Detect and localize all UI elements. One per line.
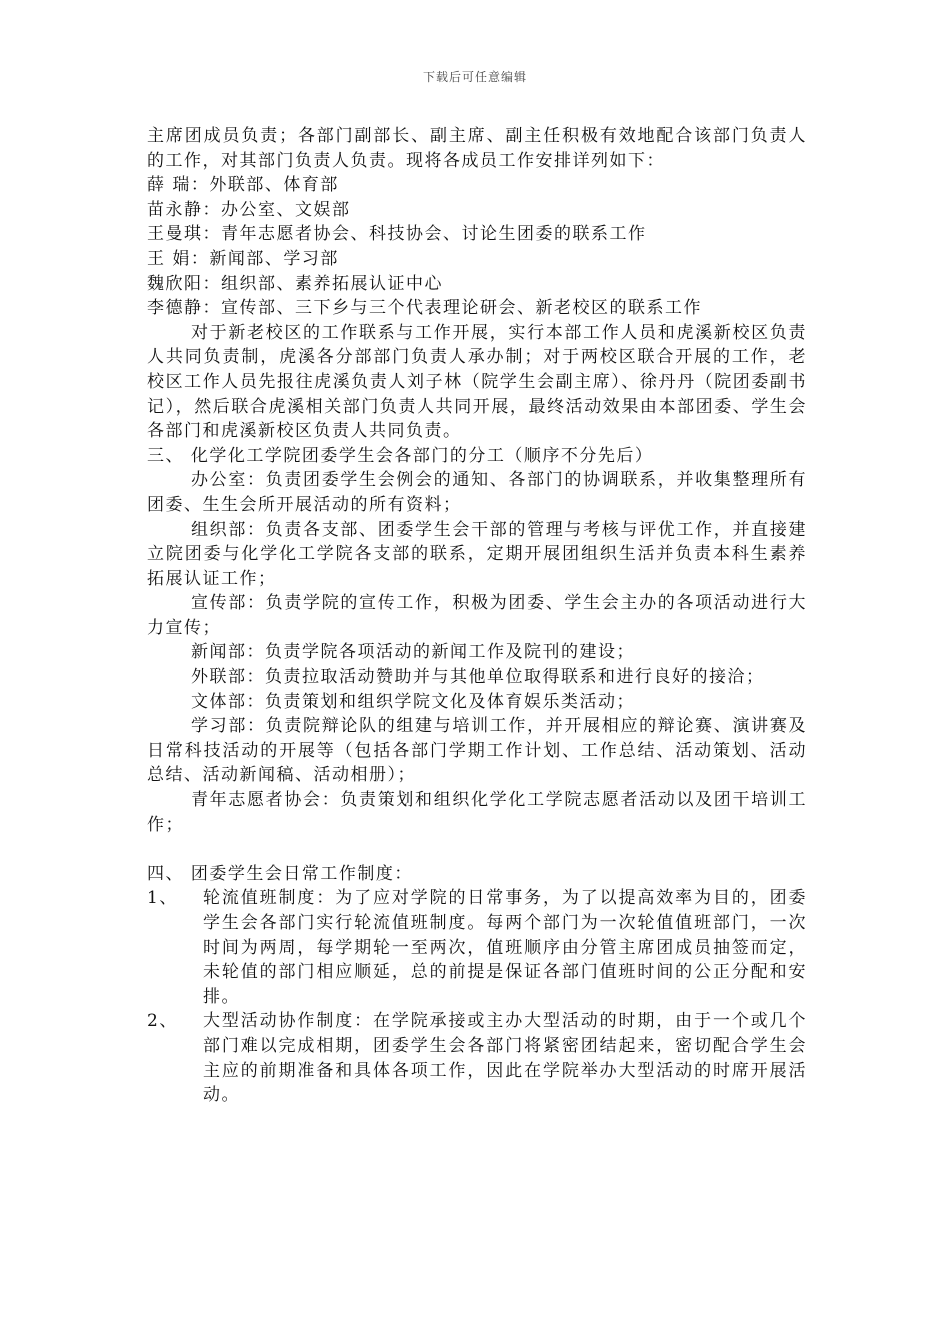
list-item-number: 1、: [147, 888, 178, 909]
dept-organization: 组织部：负责各支部、团委学生会干部的管理与考核与评优工作，并直接建立院团委与化学化工学院各支部的联系，定期开展团组织生活并负责本科生素养拓展认证工作；: [147, 519, 807, 589]
list-item-text: 大型活动协作制度：在学院承接或主办大型活动的时期，由于一个或几个部门难以完成相期，团委学生会各部门将紧密团结起来，密切配合学生会主应的前期准备和具体各项工作，因此在学院举办大型活动的时席开展活动。: [203, 1011, 807, 1106]
list-item-number: 2、: [147, 1011, 178, 1032]
assignment-li: 李德静：宣传部、三下乡与三个代表理论研会、新老校区的联系工作: [147, 298, 702, 319]
list-item: [147, 1009, 807, 1107]
dept-office: 办公室：负责团委学生会例会的通知、各部门的协调联系，并收集整理所有团委、生生会所开展活动的所有资料；: [147, 470, 807, 515]
assignment-miao: 苗永静：办公室、文娱部: [147, 199, 351, 220]
page-header: 下载后可任意编辑: [422, 70, 527, 84]
dept-external: 外联部：负责拉取活动赞助并与其他单位取得联系和进行良好的接洽；: [191, 667, 765, 688]
dept-publicity: 宣传部：负责学院的宣传工作，积极为团委、学生会主办的各项活动进行大力宣传；: [147, 593, 807, 638]
list-item: [147, 886, 807, 1009]
document-body: [147, 124, 807, 1108]
section-4-heading: 四、 团委学生会日常工作制度：: [147, 863, 413, 884]
dept-volunteer: 青年志愿者协会：负责策划和组织化学化工学院志愿者活动以及团干培训工作；: [147, 790, 807, 835]
assignment-wang-manqi: 王曼琪：青年志愿者协会、科技协会、讨论生团委的联系工作: [147, 224, 647, 245]
assignment-xue: 薛 瑞：外联部、体育部: [147, 175, 339, 196]
assignment-wei: 魏欣阳：组织部、素养拓展认证中心: [147, 273, 443, 294]
dept-study: 学习部：负责院辩论队的组建与培训工作，并开展相应的辩论赛、演讲赛及日常科技活动的开展等（包括各部门学期工作计划、工作总结、活动策划、活动总结、活动新闻稿、活动相册）；: [147, 716, 807, 786]
campus-paragraph: 对于新老校区的工作联系与工作开展，实行本部工作人员和虎溪新校区负责人共同负责制，虎溪各分部部门负责人承办制；对于两校区联合开展的工作，老校区工作人员先报往虎溪负责人刘子林（院学生会副主席）、徐丹丹（院团委副书记），然后联合虎溪相关部门负责人共同开展，最终活动效果由本部团委、学生会各部门和虎溪新校区负责人共同负责。: [147, 322, 807, 442]
list-item-text: 轮流值班制度：为了应对学院的日常事务，为了以提高效率为目的，团委学生会各部门实行轮流值班制度。每两个部门为一次轮值值班部门，一次时间为两周，每学期轮一至两次，值班顺序由分管主席团成员抽签而定，未轮值的部门相应顺延，总的前提是保证各部门值班时间的公正分配和安排。: [203, 888, 807, 1007]
dept-news: 新闻部：负责学院各项活动的新闻工作及院刊的建设；: [191, 642, 635, 663]
intro-paragraph: 主席团成员负责；各部门副部长、副主席、副主任积极有效地配合该部门负责人的工作，对其部门负责人负责。现将各成员工作安排详列如下：: [147, 126, 807, 171]
dept-culture: 文体部：负责策划和组织学院文化及体育娱乐类活动；: [191, 691, 635, 712]
assignment-wang-juan: 王 娟：新闻部、学习部: [147, 248, 339, 269]
section-3-heading: 三、 化学化工学院团委学生会各部门的分工（顺序不分先后）: [147, 445, 654, 466]
blank-line: [147, 837, 807, 862]
